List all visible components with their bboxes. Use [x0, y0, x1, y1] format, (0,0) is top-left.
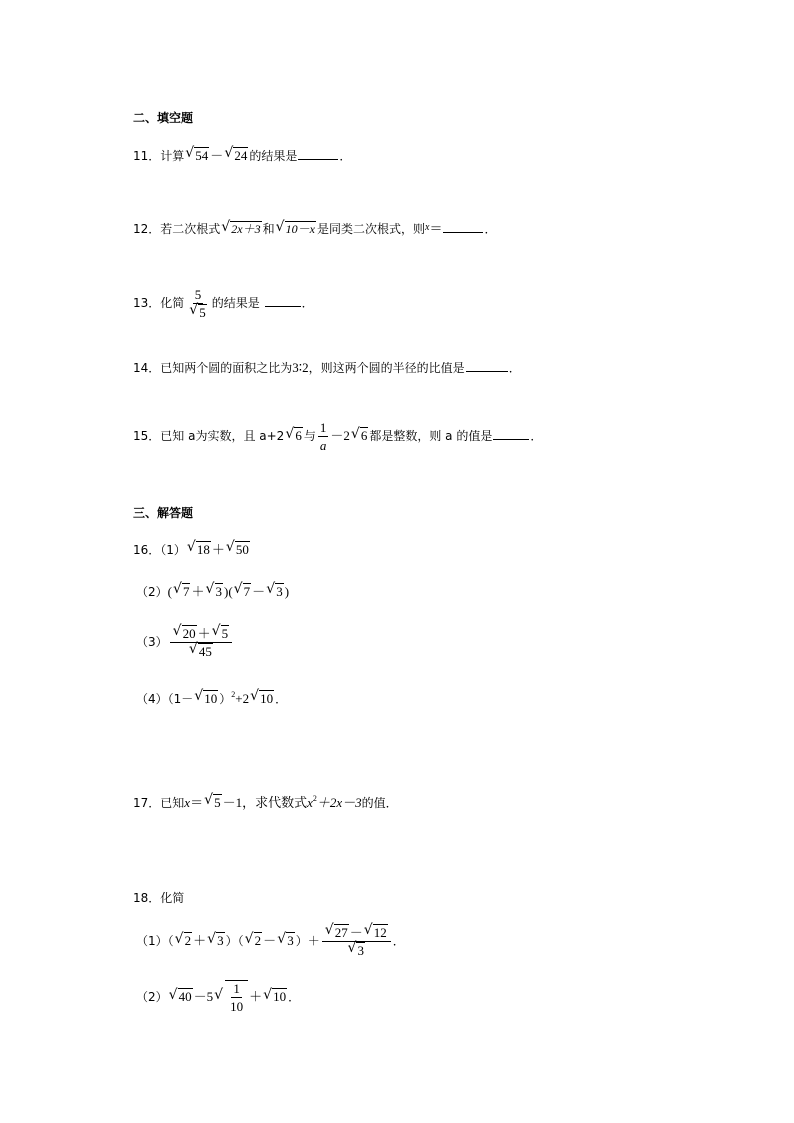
fraction: √ 20 ＋√ 5 √ 45: [170, 625, 233, 660]
fraction: $\frac{1}{a}$: [319, 419, 327, 453]
question-14: 14．已知两个圆的面积之比为3∶2，则这两个圆的半径的比值是 ．: [133, 360, 521, 375]
question-13: 13．化简 5 √ 5 的结果是 ．: [133, 283, 314, 323]
radical: √ 10－x: [276, 221, 316, 237]
question-15: 15．已知 a为实数，且 a+2√ 6 与 $\frac{1}{a}$ －2√ 6 都是整数，则 a 的值是 ．: [133, 416, 542, 456]
question-number: 12．: [133, 222, 161, 236]
question-18-part-1: （1）（√ 2 ＋√ 3 ）（√ 2 －√ 3 ）＋ √ 27 －√ 12 √ 3 ．: [136, 921, 405, 961]
radical: √ 6: [285, 416, 303, 456]
fraction: 5 √ 5: [186, 287, 210, 321]
answer-blank[interactable]: [493, 427, 529, 440]
question-18-title: 18．化简: [133, 891, 185, 905]
fraction: √ 27 －√ 12 √ 3: [322, 924, 391, 959]
question-16-part-3: （3） √ 20 ＋√ 5 √ 45: [136, 622, 234, 662]
radical: √ 54: [185, 147, 209, 164]
answer-blank[interactable]: [298, 147, 338, 160]
question-11: 11．计算√ 54 －√ 24 的结果是 ．: [133, 147, 351, 164]
answer-blank[interactable]: [443, 220, 483, 233]
question-number: 11．: [133, 149, 161, 163]
question-16-part-4: （4）（1－√ 10 ）$^2$+2√ 10 ．: [136, 687, 287, 707]
answer-blank[interactable]: [265, 294, 301, 307]
question-16-part-2: （2）(√ 7 ＋√ 3 )(√ 7 －√ 3 ): [136, 583, 289, 600]
radical: √ 24: [224, 147, 248, 164]
question-18-part-2: （2）√ 40 －5 √ $\frac{1}{10}$ ＋√ 10 ．: [136, 977, 300, 1017]
question-16-part-1: 16．（1）√ 18 ＋√ 50: [133, 541, 251, 558]
section-heading-fill-blank: 二、填空题: [133, 111, 194, 125]
radical: √ 6: [351, 416, 369, 456]
answer-blank[interactable]: [466, 359, 508, 372]
question-text: 计算: [160, 149, 185, 163]
question-17: 17．已知x＝√ 5 －1，求代数式$x^2+2x-3$的值．: [133, 791, 398, 811]
question-number: 13．: [133, 296, 161, 310]
question-number: 15．: [133, 429, 161, 443]
question-12: 12．若二次根式√ 2x＋3 和√ 10－x 是同类二次根式，则$^x$＝ ．: [133, 220, 496, 237]
radical: √ 2x＋3: [221, 221, 261, 237]
question-number: 17．: [133, 796, 161, 810]
section-heading-solve: 三、解答题: [133, 506, 194, 520]
